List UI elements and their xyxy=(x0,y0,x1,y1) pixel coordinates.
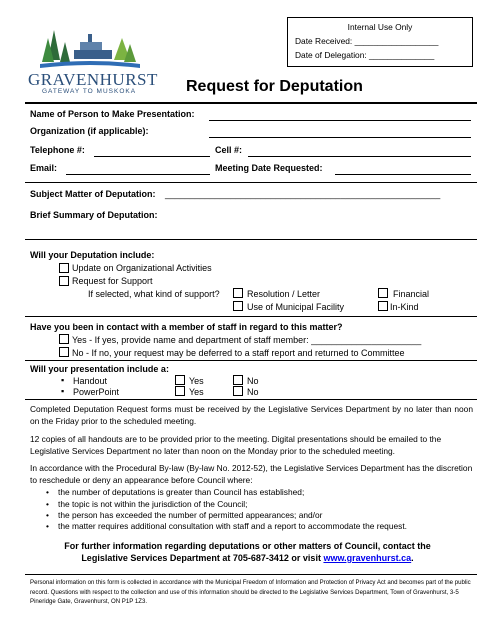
request-support-checkbox[interactable] xyxy=(59,276,69,286)
internal-use-box xyxy=(287,17,473,67)
page-title: Request for Deputation xyxy=(186,78,363,95)
reason-item: the number of deputations is greater than Council has established; xyxy=(58,487,305,497)
logo-graphic-icon xyxy=(40,26,140,70)
divider xyxy=(25,102,477,104)
bullet-icon: • xyxy=(46,510,49,520)
financial-checkbox[interactable] xyxy=(378,288,388,298)
subject-input-line[interactable]: _______________________________________________________ xyxy=(165,189,441,199)
handout-yes-checkbox[interactable] xyxy=(175,375,185,385)
name-input-line[interactable] xyxy=(209,120,471,121)
financial-label: Financial xyxy=(393,289,430,299)
handout-no-checkbox[interactable] xyxy=(233,375,243,385)
contact-yes-label: Yes - If yes, provide name and department of staff member: ______________________ xyxy=(72,335,422,345)
date-received-field[interactable]: Date Received: __________________ xyxy=(295,36,439,46)
divider xyxy=(25,182,477,183)
handout-yes-label: Yes xyxy=(189,376,204,386)
powerpoint-no-checkbox[interactable] xyxy=(233,386,243,396)
request-support-label: Request for Support xyxy=(72,276,153,286)
powerpoint-yes-checkbox[interactable] xyxy=(175,386,185,396)
summary-label: Brief Summary of Deputation: xyxy=(30,210,158,220)
further-info-period: . xyxy=(411,553,414,563)
divider xyxy=(25,316,477,317)
further-info-line1: For further information regarding deputations or other matters of Council, contact the xyxy=(64,541,431,551)
further-info-text: Legislative Services Department at 705-687-3412 or visit xyxy=(81,553,324,563)
divider xyxy=(25,574,477,575)
contact-no-checkbox[interactable] xyxy=(59,347,69,357)
further-info-line2 xyxy=(0,553,495,563)
logo-tagline: GATEWAY TO MUSKOKA xyxy=(41,88,137,95)
cell-input-line[interactable] xyxy=(248,156,471,157)
privacy-notice: Personal information on this form is collected in accordance with the Municipal Freedom of Information and Protection of Privacy Act and becomes part of the public record. Questions with respect to the collection and use of this information should be directed to the Legislative Services Department, Town of Gravenhurst, 3-5 Pineridge Gate, Gravenhurst, ON P1P 1Z3. xyxy=(30,579,471,605)
deadline-paragraph: Completed Deputation Request forms must be received by the Legislative Services Department by no later than noon on the Friday prior to the scheduled meeting. xyxy=(30,404,473,426)
municipal-facility-checkbox[interactable] xyxy=(233,301,243,311)
reason-item: the topic is not within the jurisdiction of the Council; xyxy=(58,499,248,509)
bullet-icon: • xyxy=(46,499,49,509)
meeting-date-label: Meeting Date Requested: xyxy=(215,163,323,173)
gravenhurst-logo xyxy=(28,26,158,98)
contact-question: Have you been in contact with a member of staff in regard to this matter? xyxy=(30,322,343,332)
in-kind-label: In-Kind xyxy=(390,302,419,312)
include-question: Will your Deputation include: xyxy=(30,250,155,260)
municipal-facility-label: Use of Municipal Facility xyxy=(247,302,345,312)
subject-label: Subject Matter of Deputation: xyxy=(30,189,156,199)
handout-no-label: No xyxy=(247,376,259,386)
website-link[interactable]: www.gravenhurst.ca xyxy=(323,553,412,563)
powerpoint-yes-label: Yes xyxy=(189,387,204,397)
bullet-icon: • xyxy=(46,487,49,497)
bullet-icon: • xyxy=(46,521,49,531)
support-prompt: If selected, what kind of support? xyxy=(88,289,220,299)
presentation-question: Will your presentation include a: xyxy=(30,364,169,374)
date-of-delegation-field[interactable]: Date of Delegation: ______________ xyxy=(295,50,435,60)
telephone-input-line[interactable] xyxy=(94,156,210,157)
resolution-letter-checkbox[interactable] xyxy=(233,288,243,298)
copies-paragraph: 12 copies of all handouts are to be provided prior to the meeting. Digital presentations should be emailed to the Legislative Services Department no later than noon on the Monday prior to the scheduled meeting. xyxy=(30,434,442,456)
powerpoint-no-label: No xyxy=(247,387,259,397)
bullet-icon: ▪ xyxy=(61,375,65,385)
in-kind-checkbox[interactable] xyxy=(378,301,388,311)
email-input-line[interactable] xyxy=(66,174,210,175)
name-label: Name of Person to Make Presentation: xyxy=(30,109,195,119)
contact-no-label: No - If no, your request may be deferred to a staff report and returned to Committee xyxy=(72,348,405,358)
update-activities-checkbox[interactable] xyxy=(59,263,69,273)
bylaw-paragraph: In accordance with the Procedural By-law (By-law No. 2012-52), the Legislative Services Department has the discretion to reschedule or deny an appearance before Council where: xyxy=(30,463,473,485)
reason-item: the matter requires additional consultation with staff and a report to accommodate the request. xyxy=(58,521,408,531)
contact-yes-checkbox[interactable] xyxy=(59,334,69,344)
powerpoint-label: PowerPoint xyxy=(73,387,120,397)
organization-label: Organization (if applicable): xyxy=(30,126,149,136)
internal-use-heading: Internal Use Only xyxy=(347,22,413,32)
resolution-letter-label: Resolution / Letter xyxy=(247,289,321,299)
divider xyxy=(25,239,477,240)
cell-label: Cell #: xyxy=(215,145,243,155)
reason-item: the person has exceeded the number of permitted appearances; and/or xyxy=(58,510,323,520)
divider xyxy=(25,360,477,361)
telephone-label: Telephone #: xyxy=(30,145,85,155)
email-label: Email: xyxy=(30,163,58,173)
meeting-date-input-line[interactable] xyxy=(335,174,471,175)
handout-label: Handout xyxy=(73,376,108,386)
organization-input-line[interactable] xyxy=(209,137,471,138)
logo-name: GRAVENHURST xyxy=(28,70,158,89)
update-activities-label: Update on Organizational Activities xyxy=(72,263,212,273)
divider xyxy=(25,399,477,400)
bullet-icon: ▪ xyxy=(61,386,65,396)
